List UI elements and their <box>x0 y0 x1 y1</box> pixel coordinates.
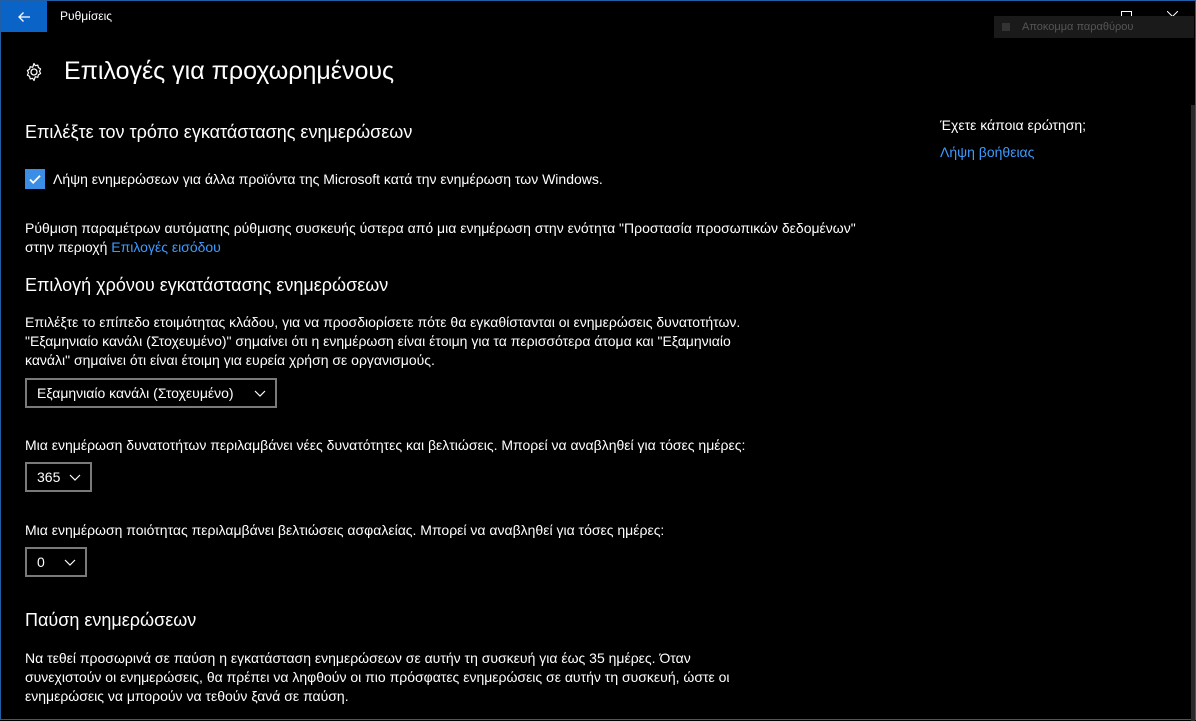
branch-readiness-value: Εξαμηνιαίο κανάλι (Στοχευμένο) <box>37 385 234 401</box>
branch-paragraph-line3: κανάλι" σημαίνει ότι είναι έτοιμη για ευρεία χρήση σε οργανισμούς. <box>25 352 435 368</box>
pause-paragraph <box>25 649 730 706</box>
gear-icon <box>24 62 44 82</box>
scrollbar[interactable] <box>1191 105 1195 721</box>
chevron-down-icon <box>64 557 76 567</box>
page-header <box>24 57 394 86</box>
snip-overlay-text: Αποκομμα παραθύρου <box>1022 21 1134 33</box>
branch-paragraph <box>25 313 740 370</box>
quality-defer-select[interactable] <box>25 547 87 577</box>
app-title: Ρυθμίσεις <box>60 9 113 23</box>
feature-defer-text: Μια ενημέρωση δυνατοτήτων περιλαμβάνει νέες δυνατότητες και βελτιώσεις. Μπορεί να αναβληθεί για τόσες ημέρες: <box>25 437 746 453</box>
other-products-label: Λήψη ενημερώσεων για άλλα προϊόντα της Microsoft κατά την ενημέρωση των Windows. <box>53 170 603 187</box>
install-heading: Επιλέξτε τον τρόπο εγκατάστασης ενημερώσεων <box>25 122 413 142</box>
quality-defer-text: Μια ενημέρωση ποιότητας περιλαμβάνει βελτιώσεις ασφαλείας. Μπορεί να αναβληθεί για τόσες ημέρες: <box>25 522 665 538</box>
branch-paragraph-line2: "Εξαμηνιαίο κανάλι (Στοχευμένο)" σημαίνει ότι η ενημέρωση είναι έτοιμη για τα περισσότερα άτομα και "Εξαμηνιαίο <box>25 333 731 349</box>
back-arrow-icon <box>17 10 31 24</box>
pause-paragraph-line3: ενημερώσεις να μπορούν να τεθούν ξανά σε παύση. <box>25 688 349 704</box>
feature-defer-value: 365 <box>37 469 61 485</box>
sign-in-paragraph-prefix: στην περιοχή <box>25 239 112 255</box>
chevron-down-icon <box>254 388 266 398</box>
other-products-checkbox-row[interactable] <box>25 169 603 189</box>
sign-in-paragraph <box>25 219 856 257</box>
snip-icon <box>1002 23 1010 31</box>
quality-defer-value: 0 <box>37 554 45 570</box>
pause-paragraph-line1: Να τεθεί προσωρινά σε παύση η εγκατάσταση ενημερώσεων σε αυτήν τη συσκευή για έως 35 ημέρες. Όταν <box>25 650 691 666</box>
sign-in-paragraph-line1: Ρύθμιση παραμέτρων αυτόματης ρύθμισης συσκευής ύστερα από μια ενημέρωση στην ενότητα "Προστασία προσωπικών δεδομένων" <box>25 220 856 236</box>
page-title: Επιλογές για προχωρημένους <box>64 57 395 85</box>
branch-readiness-select[interactable] <box>25 378 277 408</box>
sidebar-question: Έχετε κάποια ερώτηση; <box>940 117 1087 133</box>
sign-in-paragraph-line2 <box>25 238 856 257</box>
pause-heading: Παύση ενημερώσεων <box>25 610 197 630</box>
checkmark-icon <box>28 172 42 186</box>
chevron-down-icon <box>69 472 81 482</box>
other-products-checkbox[interactable] <box>25 169 45 189</box>
branch-paragraph-line1: Επιλέξτε το επίπεδο ετοιμότητας κλάδου, για να προσδιορίσετε πότε θα εγκαθίστανται οι ενημερώσεις δυνατοτήτων. <box>25 314 741 330</box>
pause-paragraph-line2: συνεχιστούν οι ενημερώσεις, θα πρέπει να ληφθούν οι πιο πρόσφατες ενημερώσεις σε αυτήν τη συσκευή, ώστε οι <box>25 669 730 685</box>
feature-defer-select[interactable] <box>25 462 92 492</box>
get-help-link[interactable]: Λήψη βοήθειας <box>940 144 1035 160</box>
time-heading: Επιλογή χρόνου εγκατάστασης ενημερώσεων <box>25 275 389 295</box>
sign-in-options-link[interactable]: Επιλογές εισόδου <box>111 239 221 255</box>
snip-overlay <box>994 16 1194 38</box>
back-button[interactable] <box>1 1 47 32</box>
